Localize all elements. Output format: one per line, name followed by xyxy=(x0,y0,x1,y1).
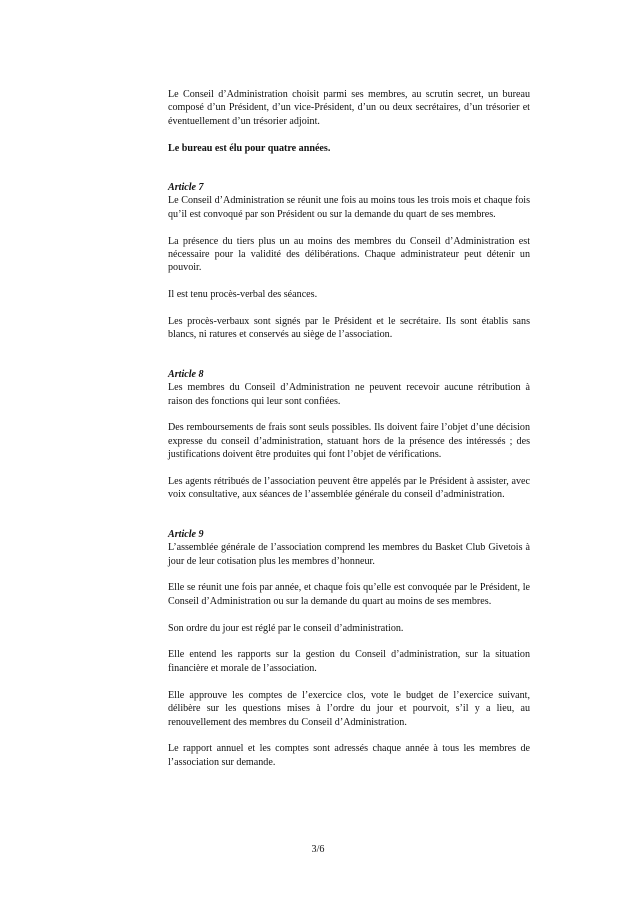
intro-paragraph: Le Conseil d’Administration choisit parmi ses membres, au scrutin secret, un bureau composé d’un Président, d’un vice-Président, d’un ou deux secrétaires, d’un trésorier et éventuellement d’un trésorier adjoint. xyxy=(168,89,530,127)
article-heading: Article 7 xyxy=(168,182,204,194)
article-paragraph: Elle se réunit une fois par année, et chaque fois qu’elle est convoquée par le Président, le Conseil d’Administration ou sur la demande du quart au moins de ses membres. xyxy=(168,582,530,607)
article-paragraph: Le Conseil d’Administration se réunit une fois au moins tous les trois mois et chaque fois qu’il est convoqué par son Président ou sur la demande du quart de ses membres. xyxy=(168,195,530,220)
intro-bold-paragraph: Le bureau est élu pour quatre années. xyxy=(168,142,331,154)
article-paragraph: Le rapport annuel et les comptes sont adressés chaque année à tous les membres de l’association sur demande. xyxy=(168,743,530,768)
article-paragraph: Elle approuve les comptes de l’exercice clos, vote le budget de l’exercice suivant, délibère sur les questions mises à l’ordre du jour et pourvoit, s’il y a lieu, au renouvellement des membres du Conseil d’Administration. xyxy=(168,689,530,728)
document-body xyxy=(168,88,530,783)
article-paragraph: L’assemblée générale de l’association comprend les membres du Basket Club Givetois à jour de leur cotisation plus les membres d’honneur. xyxy=(168,542,530,567)
article-paragraph: Les agents rétribués de l’association peuvent être appelés par le Président à assister, avec voix consultative, aux séances de l’assemblée générale du conseil d’administration. xyxy=(168,476,530,501)
article-heading: Article 8 xyxy=(168,368,204,380)
article-9 xyxy=(168,528,530,769)
article-paragraph: La présence du tiers plus un au moins des membres du Conseil d’Administration est nécessaire pour la validité des délibérations. Chaque administrateur peut détenir un pouvoir. xyxy=(168,235,530,274)
article-paragraph: Elle entend les rapports sur la gestion du Conseil d’administration, sur la situation financière et morale de l’association. xyxy=(168,649,530,674)
article-paragraph: Il est tenu procès-verbal des séances. xyxy=(168,289,318,301)
article-heading: Article 9 xyxy=(168,528,204,540)
page-number: 3/6 xyxy=(311,844,325,855)
article-8 xyxy=(168,368,530,502)
article-paragraph: Des remboursements de frais sont seuls possibles. Ils doivent faire l’objet d’une décision expresse du conseil d’administration, statuant hors de la présence des intéressés ; des justifications doivent être produites qui font l’objet de vérifications. xyxy=(168,422,530,461)
article-paragraph: Son ordre du jour est réglé par le conseil d’administration. xyxy=(168,622,404,634)
article-paragraph: Les procès-verbaux sont signés par le Président et le secrétaire. Ils sont établis sans blancs, ni ratures et conservés au siège de l’association. xyxy=(168,316,530,341)
article-7 xyxy=(168,181,530,342)
article-paragraph: Les membres du Conseil d’Administration ne peuvent recevoir aucune rétribution à raison des fonctions qui leur sont confiées. xyxy=(168,382,530,407)
